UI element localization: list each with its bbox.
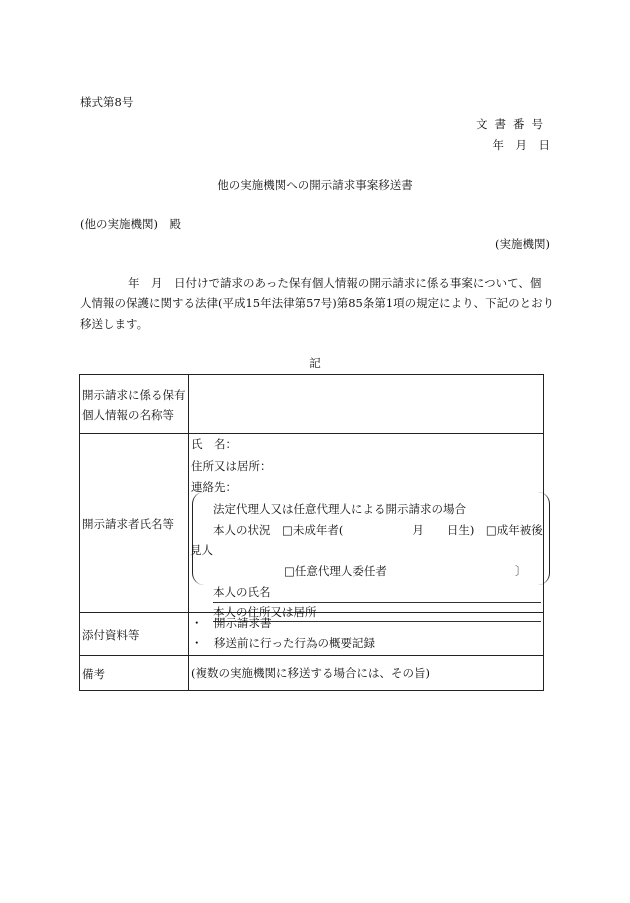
remarks-cell[interactable] xyxy=(189,656,544,691)
table-row xyxy=(80,434,544,613)
row4-label: 備考 xyxy=(82,667,105,681)
body-text-line-1: 年 月 日付けで請求のあった保有個人情報の開示請求に係る事案について、個 xyxy=(128,276,542,290)
bracket-close: 〕 xyxy=(515,564,527,578)
agent-heading: 法定代理人又は任意代理人による開示請求の場合 xyxy=(213,502,466,516)
body-text-line-3: 移送します。 xyxy=(80,317,149,331)
row1-label-line-b: 個人情報の名称等 xyxy=(82,408,174,422)
table-row xyxy=(80,656,544,691)
table-row xyxy=(80,613,544,656)
document-title: 他の実施機関への開示請求事案移送書 xyxy=(217,178,413,192)
principal-name-underline xyxy=(213,602,541,603)
principal-status-wrap: 見人 xyxy=(190,543,213,557)
row1-label-line-a: 開示請求に係る保有 xyxy=(82,388,186,402)
label-cell xyxy=(80,375,189,434)
record-name-cell[interactable] xyxy=(189,375,544,434)
label-cell xyxy=(80,434,189,613)
attachment-item-2: ・ 移送前に行った行為の概要記録 xyxy=(191,636,375,650)
document-date-label: 年 月 日 xyxy=(492,138,550,152)
attachment-item-1: ・ 開示請求書 xyxy=(191,616,272,630)
transfer-form-table xyxy=(79,374,544,691)
principal-name-line: 本人の氏名 xyxy=(213,585,271,599)
row3-label: 添付資料等 xyxy=(82,628,140,642)
label-cell xyxy=(80,656,189,691)
attachments-cell[interactable] xyxy=(189,613,544,656)
row2-label: 開示請求者氏名等 xyxy=(82,517,174,531)
label-cell xyxy=(80,613,189,656)
remarks-text: (複数の実施機関に移送する場合には、その旨) xyxy=(191,666,430,680)
ki-heading: 記 xyxy=(309,356,321,370)
body-text-line-2: 人情報の保護に関する法律(平成15年法律第57号)第85条第1項の規定により、下記のとおり xyxy=(80,296,555,310)
principal-address-line: 本人の住所又は居所 xyxy=(213,605,317,619)
form-number: 様式第8号 xyxy=(80,95,134,109)
principal-status-line: 本人の状況 □未成年者( 月 日生) □成年被後 xyxy=(213,523,543,537)
contact-line: 連絡先： xyxy=(191,480,237,494)
delegate-line: □任意代理人委任者 xyxy=(284,564,387,578)
document-number-label: 文書番号 xyxy=(476,117,550,131)
requester-info-cell[interactable] xyxy=(189,434,544,619)
name-line: 氏 名： xyxy=(191,437,237,451)
addressee: (他の実施機関) 殿 xyxy=(80,217,181,231)
address-line: 住所又は居所： xyxy=(191,459,272,473)
table-row xyxy=(80,375,544,434)
sender-agency: (実施機関) xyxy=(495,237,550,251)
